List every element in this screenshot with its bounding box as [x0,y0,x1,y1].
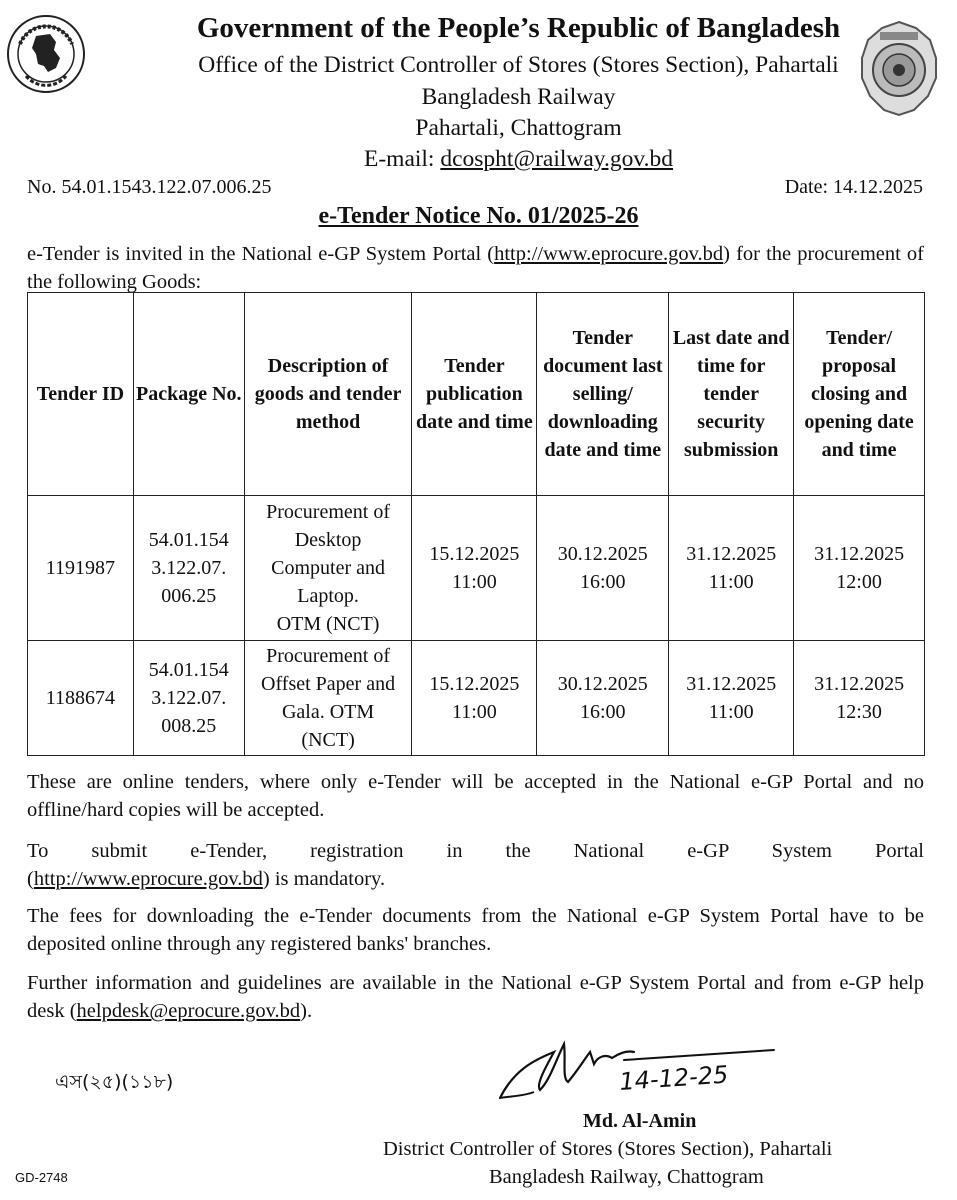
email-link[interactable]: dcospht@railway.gov.bd [440,146,674,172]
location: Pahartali, Chattogram [415,115,622,141]
fees-paragraph: The fees for downloading the e-Tender documents from the National e-GP System Portal have to be deposited online through any registered banks' branches. [27,905,924,955]
table-header-row [28,293,925,496]
column-header-description: Description of goods and tender method [244,293,412,496]
cell-last-selling: 30.12.2025 16:00 [537,496,669,641]
government-title: Government of the People’s Republic of Bangladesh [196,12,841,44]
cell-last-selling: 30.12.2025 16:00 [537,641,669,756]
email-line [40,146,957,173]
signature-icon [494,1030,784,1105]
cell-tender-id: 1188674 [28,641,134,756]
cell-package-no: 54.01.154 3.122.07. 008.25 [133,641,244,756]
gd-code: GD-2748 [15,1170,68,1185]
cell-closing-opening: 31.12.2025 12:00 [794,496,925,641]
table-row [28,641,925,756]
cell-closing-opening: 31.12.2025 12:30 [794,641,925,756]
cell-security-submission: 31.12.2025 11:00 [669,641,794,756]
helpdesk-paragraph: Further information and guidelines are available in the National e-GP System Portal and from e-GP help desk (helpdesk@eprocure.gov.bd). [27,972,924,1022]
reference-date: Date: 14.12.2025 [784,176,923,198]
cell-description: Procurement of Offset Paper and Gala. OTM (NCT) [244,641,412,756]
eprocure-registration-link[interactable]: http://www.eprocure.gov.bd [33,868,263,890]
signature-date: 14-12-25 [618,1060,730,1096]
signatory-organization: Bangladesh Railway, Chattogram [489,1166,764,1188]
bengali-reference-code: এস(২৫)(১১৮) [55,1071,174,1093]
cell-description: Procurement of Desktop Computer and Laptop. OTM (NCT) [244,496,412,641]
notice-title: e-Tender Notice No. 01/2025-26 [318,203,639,229]
column-header-package-no: Package No. [133,293,244,496]
helpdesk-email-link[interactable]: helpdesk@eprocure.gov.bd [76,1000,301,1022]
column-header-last-selling: Tender document last selling/ downloading date and time [537,293,669,496]
online-tender-paragraph: These are online tenders, where only e-Tender will be accepted in the National e-GP Portal and no offline/hard copies will be accepted. [27,771,924,821]
signatory-title: District Controller of Stores (Stores Section), Pahartali [383,1138,833,1160]
column-header-tender-id: Tender ID [28,293,134,496]
cell-publication: 15.12.2025 11:00 [412,496,537,641]
cell-tender-id: 1191987 [28,496,134,641]
registration-paragraph: To submit e-Tender, registration in the National e-GP System Portal (http://www.eprocure.gov.bd) is mandatory. [27,840,924,890]
cell-publication: 15.12.2025 11:00 [412,641,537,756]
eprocure-portal-link[interactable]: http://www.eprocure.gov.bd [494,243,724,265]
cell-security-submission: 31.12.2025 11:00 [669,496,794,641]
cell-package-no: 54.01.154 3.122.07. 006.25 [133,496,244,641]
table-row [28,496,925,641]
column-header-security-submission: Last date and time for tender security submission [669,293,794,496]
column-header-closing-opening: Tender/ proposal closing and opening date and time [794,293,925,496]
intro-paragraph: e-Tender is invited in the National e-GP System Portal (http://www.eprocure.gov.bd) for the procurement of the following Goods: [27,243,924,293]
reference-number: No. 54.01.1543.122.07.006.25 [27,176,272,198]
column-header-publication: Tender publication date and time [412,293,537,496]
tender-table [27,292,925,756]
organization-name: Bangladesh Railway [421,84,616,110]
email-label: E-mail: [363,146,441,172]
signatory-name: Md. Al-Amin [583,1110,697,1132]
office-name: Office of the District Controller of Stores (Stores Section), Pahartali [198,52,839,78]
